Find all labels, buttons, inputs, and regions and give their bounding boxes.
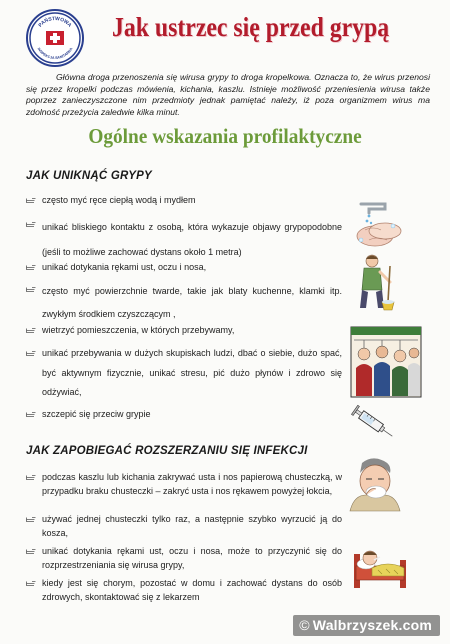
list-item xyxy=(26,545,342,572)
sanitary-inspection-logo xyxy=(26,9,84,67)
hand-pointer-icon xyxy=(26,580,36,587)
section-heading-prevent-spread: JAK ZAPOBIEGAĆ ROZSZERZANIU SIĘ INFEKCJI xyxy=(26,445,308,457)
copyright-icon: © xyxy=(299,617,310,633)
logo-text-bottom: INSPEKCJA SANITARNA xyxy=(36,46,74,61)
hand-pointer-icon xyxy=(26,411,36,418)
hand-pointer-icon xyxy=(26,221,36,228)
list-item xyxy=(26,405,342,424)
hand-pointer-icon xyxy=(26,548,36,555)
list-item-text: wietrzyć pomieszczenia, w których przebywamy, xyxy=(42,325,235,335)
list-item-text: używać jednej chusteczki tylko raz, a następnie szybko wyrzucić ją do kosza, xyxy=(42,514,342,538)
list-item xyxy=(26,513,342,540)
page-title: Jak ustrzec się przed grypą xyxy=(112,12,390,42)
list-item xyxy=(26,321,342,340)
hand-pointer-icon xyxy=(26,264,36,271)
list-item-text: unikać przebywania w dużych skupiskach ludzi, dbać o siebie, dużo spać, być aktywnym fizycznie, unikać stresu, pić dużo płynów i zdrowo się odżywiać, xyxy=(42,348,342,397)
hand-pointer-icon xyxy=(26,286,36,293)
list-item-text: często myć ręce ciepłą wodą i mydłem xyxy=(42,195,196,205)
hand-pointer-icon xyxy=(26,327,36,334)
intro-paragraph: Główna droga przenoszenia się wirusa grypy to droga kropelkowa. Oznacza to, że wirus przenosi się przez kropelki podczas mówienia, kichania, kaszlu. Istnieje możliwość przeniesienia wirusa także poprzez zanieczyszczone nim przedmioty jednak pamiętać należy, iż poza organizmem wirus ma zdolność przeżycia zaledwie kilka minut. xyxy=(26,72,430,117)
list-item xyxy=(26,471,342,498)
handwashing-illustration xyxy=(343,200,409,252)
list-item-text: unikać dotykania rękami ust, oczu i nosa, może to przyczynić się do rozprzestrzeniania się wirusa grypy, xyxy=(42,546,342,570)
list-item-text: unikać bliskiego kontaktu z osobą, która wykazuje objawy grypopodobne (jeśli to możliwe zachować dystans około 1 metra) xyxy=(42,222,342,257)
list-item-text: podczas kaszlu lub kichania zakrywać usta i nos papierową chusteczką, w przypadku braku chusteczki – zakryć usta i nos rękawem powyżej łokcia, xyxy=(42,472,342,496)
logo-emblem-icon xyxy=(28,11,82,65)
sick-in-bed-illustration xyxy=(352,530,408,590)
hand-pointer-icon xyxy=(26,350,36,357)
sneezing-person-illustration xyxy=(346,455,404,515)
hand-pointer-icon xyxy=(26,516,36,523)
site-watermark xyxy=(293,615,440,636)
list-item xyxy=(26,191,342,210)
list-item xyxy=(26,258,342,277)
list-item-text: szczepić się przeciw grypie xyxy=(42,409,151,419)
hand-pointer-icon xyxy=(26,474,36,481)
logo-text-top: PAŃSTWOWA xyxy=(37,15,73,29)
list-item-text: kiedy jest się chorym, pozostać w domu i zachować dystans do osób zdrowych, skontaktować się z lekarzem xyxy=(42,578,342,602)
list-item xyxy=(26,577,342,604)
list-item xyxy=(26,344,342,403)
section-heading-avoid-flu: JAK UNIKNĄĆ GRYPY xyxy=(26,170,152,182)
list-item-text: często myć powierzchnie twarde, takie jak blaty kuchenne, klamki itp. zwykłym środkiem czyszczącym , xyxy=(42,286,342,319)
list-item xyxy=(26,280,342,326)
cleaning-illustration xyxy=(350,252,400,314)
hand-pointer-icon xyxy=(26,197,36,204)
syringe-illustration xyxy=(350,404,398,444)
crowded-bus-illustration xyxy=(350,326,422,398)
watermark-text: Walbrzyszek.com xyxy=(312,617,432,633)
list-item-text: unikać dotykania rękami ust, oczu i nosa, xyxy=(42,262,207,272)
section-subtitle: Ogólne wskazania profilaktyczne xyxy=(88,124,362,148)
